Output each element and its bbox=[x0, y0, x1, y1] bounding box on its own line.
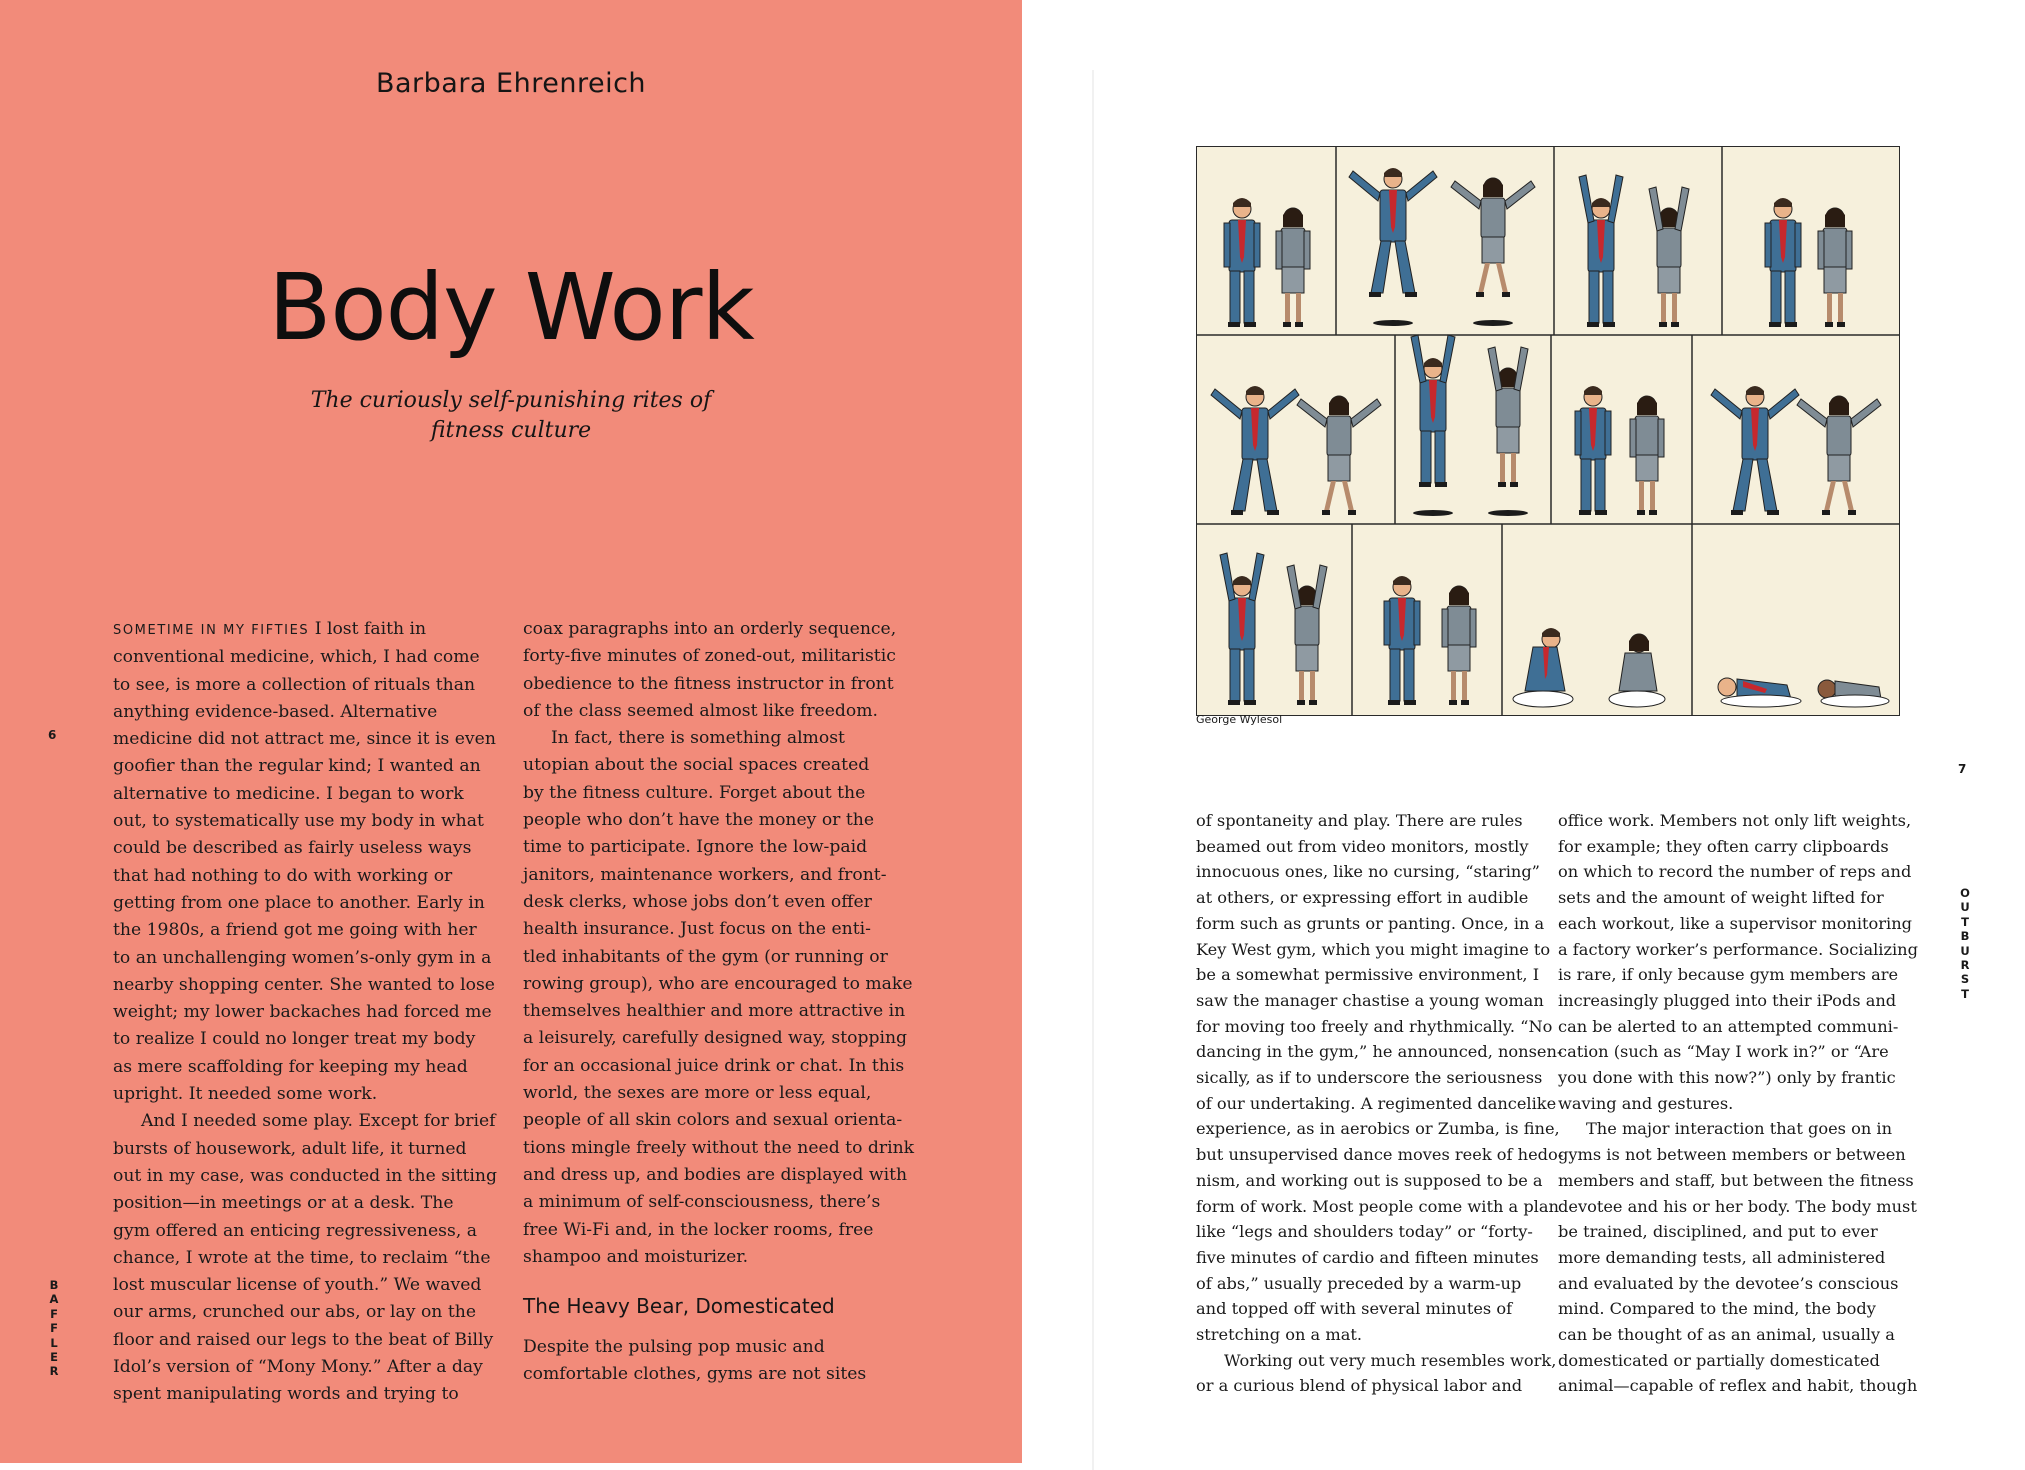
body-line: gym offered an enticing regressiveness, a bbox=[113, 1220, 477, 1241]
body-line: themselves healthier and more attractive in bbox=[523, 1001, 906, 1022]
body-line: and evaluated by the devotee’s conscious bbox=[1558, 1273, 1899, 1293]
right-column-1 bbox=[1196, 808, 1563, 1399]
body-line: like “legs and shoulders today” or “forty- bbox=[1196, 1222, 1533, 1242]
side-letter: R bbox=[1960, 958, 1970, 973]
body-line: Working out very much resembles work, bbox=[1224, 1350, 1557, 1370]
page-gutter bbox=[1092, 70, 1094, 1470]
body-line: nism, and working out is supposed to be a bbox=[1196, 1170, 1543, 1190]
body-line: people of all skin colors and sexual orienta- bbox=[523, 1110, 903, 1131]
body-line: at others, or expressing effort in audible bbox=[1196, 888, 1529, 908]
body-line: cation (such as “May I work in?” or “Are bbox=[1558, 1042, 1889, 1062]
body-line: alternative to medicine. I began to work bbox=[113, 783, 464, 804]
body-line: out, to systematically use my body in what bbox=[113, 811, 484, 832]
body-line: comfortable clothes, gyms are not sites bbox=[523, 1364, 867, 1385]
body-line: office work. Members not only lift weights, bbox=[1558, 811, 1912, 830]
body-line: form of work. Most people come with a plan bbox=[1196, 1196, 1559, 1216]
body-line: to realize I could no longer treat my body bbox=[113, 1029, 476, 1050]
side-letter: R bbox=[49, 1364, 59, 1379]
body-line: you done with this now?”) only by frantic bbox=[1558, 1068, 1896, 1088]
body-line: medicine did not attract me, since it is even bbox=[113, 729, 496, 750]
body-line: stretching on a mat. bbox=[1196, 1325, 1363, 1345]
body-line: for example; they often carry clipboards bbox=[1558, 836, 1889, 856]
body-line: utopian about the social spaces created bbox=[523, 755, 870, 776]
side-letter: A bbox=[49, 1292, 59, 1307]
body-line: to an unchallenging women’s-only gym in a bbox=[113, 947, 492, 968]
body-line: shampoo and moisturizer. bbox=[523, 1246, 749, 1267]
illustration-credit: George Wylesol bbox=[1196, 713, 1283, 726]
body-line: spent manipulating words and trying to bbox=[113, 1384, 459, 1405]
side-letter: B bbox=[49, 1278, 59, 1292]
body-line: The major interaction that goes on in bbox=[1586, 1119, 1893, 1139]
article-title: Body Work bbox=[268, 254, 754, 361]
body-line: could be described as fairly useless ways bbox=[113, 838, 472, 859]
body-line: coax paragraphs into an orderly sequence, bbox=[523, 619, 897, 639]
side-letter: U bbox=[1960, 900, 1970, 915]
body-line: our arms, crunched our abs, or lay on the bbox=[113, 1302, 476, 1323]
body-line: lost muscular license of youth.” We waved bbox=[113, 1275, 482, 1296]
body-line: desk clerks, whose jobs don’t even offer bbox=[523, 891, 872, 912]
body-line: time to participate. Ignore the low-paid bbox=[523, 837, 868, 858]
body-line: is rare, if only because gym members are bbox=[1558, 965, 1899, 985]
body-line: beamed out from video monitors, mostly bbox=[1196, 836, 1529, 856]
body-line: to see, is more a collection of rituals than bbox=[113, 674, 476, 695]
body-line: And I needed some play. Except for brief bbox=[141, 1111, 496, 1132]
body-line: experience, as in aerobics or Zumba, is fine, bbox=[1196, 1119, 1560, 1139]
article-subtitle bbox=[280, 386, 742, 446]
body-line: each workout, like a supervisor monitoring bbox=[1558, 913, 1912, 933]
body-line: tled inhabitants of the gym (or running or bbox=[523, 946, 888, 967]
body-line: health insurance. Just focus on the enti- bbox=[523, 919, 871, 940]
author-name: Barbara Ehrenreich bbox=[375, 68, 647, 99]
body-line: saw the manager chastise a young woman bbox=[1196, 990, 1544, 1010]
body-line: tions mingle freely without the need to drink bbox=[523, 1137, 915, 1158]
body-line: of spontaneity and play. There are rules bbox=[1196, 811, 1523, 830]
body-line: innocuous ones, like no cursing, “staring” bbox=[1196, 862, 1540, 882]
body-line: increasingly plugged into their iPods and bbox=[1558, 990, 1897, 1010]
body-line: of our undertaking. A regimented dancelike bbox=[1196, 1093, 1557, 1113]
body-line: but unsupervised dance moves reek of hedo- bbox=[1196, 1145, 1564, 1165]
body-line: form such as grunts or panting. Once, in a bbox=[1196, 913, 1545, 933]
body-line: rowing group), who are encouraged to make bbox=[523, 973, 913, 994]
left-column-2 bbox=[523, 616, 914, 1389]
body-line: goofier than the regular kind; I wanted an bbox=[113, 756, 481, 777]
body-line: on which to record the number of reps and bbox=[1558, 862, 1912, 882]
body-line: dancing in the gym,” he announced, nonsen- bbox=[1196, 1042, 1563, 1062]
side-letter: T bbox=[1961, 914, 1969, 929]
side-letter: T bbox=[1961, 986, 1969, 1001]
body-text: I lost faith in bbox=[309, 619, 427, 639]
body-line bbox=[113, 616, 497, 644]
side-letter: L bbox=[50, 1335, 58, 1350]
body-line: chance, I wrote at the time, to reclaim “the bbox=[113, 1247, 491, 1268]
body-line: Idol’s version of “Mony Mony.” After a day bbox=[113, 1357, 483, 1378]
illustration-exercising-office-workers bbox=[1196, 146, 1900, 716]
left-column-1 bbox=[113, 616, 497, 1409]
body-line: nearby shopping center. She wanted to lose bbox=[113, 974, 495, 995]
right-column-2 bbox=[1558, 808, 1918, 1399]
side-letter: B bbox=[1960, 929, 1970, 944]
page-number-left: 6 bbox=[48, 728, 57, 742]
body-line: for an occasional juice drink or chat. In this bbox=[523, 1055, 905, 1076]
body-line: the 1980s, a friend got me going with her bbox=[113, 920, 477, 941]
body-line: world, the sexes are more or less equal, bbox=[523, 1083, 872, 1104]
body-line: Key West gym, which you might imagine to bbox=[1196, 939, 1551, 959]
page-number-right: 7 bbox=[1958, 762, 1967, 776]
body-line: or a curious blend of physical labor and bbox=[1196, 1376, 1523, 1396]
body-line: bursts of housework, adult life, it turned bbox=[113, 1138, 467, 1159]
body-line: obedience to the fitness instructor in front bbox=[523, 673, 894, 694]
side-letter: F bbox=[50, 1321, 58, 1336]
side-letter: S bbox=[1960, 972, 1970, 987]
side-letter: U bbox=[1960, 943, 1970, 958]
body-line: five minutes of cardio and fifteen minutes bbox=[1196, 1247, 1539, 1267]
subtitle-line: fitness culture bbox=[430, 418, 592, 443]
body-line: sically, as if to underscore the seriousness bbox=[1196, 1068, 1543, 1088]
lead-in-smallcaps: SOMETIME IN MY FIFTIES bbox=[113, 623, 310, 638]
body-line: a minimum of self-consciousness, there’s bbox=[523, 1192, 881, 1213]
body-line: forty-five minutes of zoned-out, militaristic bbox=[523, 646, 896, 667]
body-line: conventional medicine, which, I had come bbox=[113, 647, 480, 668]
body-line: that had nothing to do with working or bbox=[113, 865, 453, 886]
side-label-baffler bbox=[47, 1278, 61, 1379]
body-line: a leisurely, carefully designed way, stopping bbox=[523, 1028, 908, 1049]
subtitle-line: The curiously self-punishing rites of bbox=[310, 388, 712, 413]
body-line: devotee and his or her body. The body must bbox=[1558, 1196, 1917, 1216]
body-line: of abs,” usually preceded by a warm-up bbox=[1196, 1273, 1522, 1293]
body-line: as mere scaffolding for keeping my head bbox=[113, 1056, 468, 1077]
side-letter: E bbox=[50, 1350, 58, 1365]
body-line: more demanding tests, all administered bbox=[1558, 1247, 1886, 1267]
body-line: of the class seemed almost like freedom. bbox=[523, 700, 879, 721]
body-line: by the fitness culture. Forget about the bbox=[523, 782, 866, 803]
body-line: waving and gestures. bbox=[1558, 1093, 1734, 1113]
body-line: mind. Compared to the mind, the body bbox=[1558, 1299, 1876, 1319]
side-label-outburst bbox=[1958, 886, 1972, 1001]
body-line: floor and raised our legs to the beat of Billy bbox=[113, 1329, 494, 1350]
body-line: be a somewhat permissive environment, I bbox=[1196, 965, 1540, 985]
body-line: a factory worker’s performance. Socializing bbox=[1558, 939, 1918, 959]
body-line: getting from one place to another. Early in bbox=[113, 892, 485, 913]
body-line: gyms is not between members or between bbox=[1558, 1145, 1906, 1165]
section-subhead: The Heavy Bear, Domesticated bbox=[523, 1294, 835, 1319]
body-line: and dress up, and bodies are displayed with bbox=[523, 1164, 908, 1185]
body-line: weight; my lower backaches had forced me bbox=[113, 1002, 492, 1023]
body-line: In fact, there is something almost bbox=[551, 728, 845, 749]
body-line: anything evidence-based. Alternative bbox=[113, 701, 438, 722]
body-line: free Wi-Fi and, in the locker rooms, free bbox=[523, 1219, 874, 1240]
body-line: can be alerted to an attempted communi- bbox=[1558, 1016, 1899, 1036]
body-line: animal—capable of reflex and habit, though bbox=[1558, 1376, 1918, 1396]
body-line: and topped off with several minutes of bbox=[1196, 1299, 1513, 1319]
side-letter: O bbox=[1960, 886, 1970, 900]
body-line: position—in meetings or at a desk. The bbox=[113, 1193, 454, 1214]
body-line: people who don’t have the money or the bbox=[523, 810, 875, 831]
body-line: out in my case, was conducted in the sitting bbox=[113, 1165, 497, 1186]
body-line: sets and the amount of weight lifted for bbox=[1558, 888, 1884, 908]
side-letter: F bbox=[50, 1306, 58, 1321]
body-line: domesticated or partially domesticated bbox=[1558, 1350, 1880, 1370]
body-line: upright. It needed some work. bbox=[113, 1084, 378, 1105]
body-line: can be thought of as an animal, usually a bbox=[1558, 1325, 1895, 1345]
body-line: members and staff, but between the fitness bbox=[1558, 1170, 1914, 1190]
body-line: janitors, maintenance workers, and front- bbox=[523, 864, 887, 885]
body-line: be trained, disciplined, and put to ever bbox=[1558, 1222, 1878, 1242]
body-line: for moving too freely and rhythmically. “No bbox=[1196, 1016, 1553, 1036]
body-line: Despite the pulsing pop music and bbox=[523, 1337, 825, 1358]
